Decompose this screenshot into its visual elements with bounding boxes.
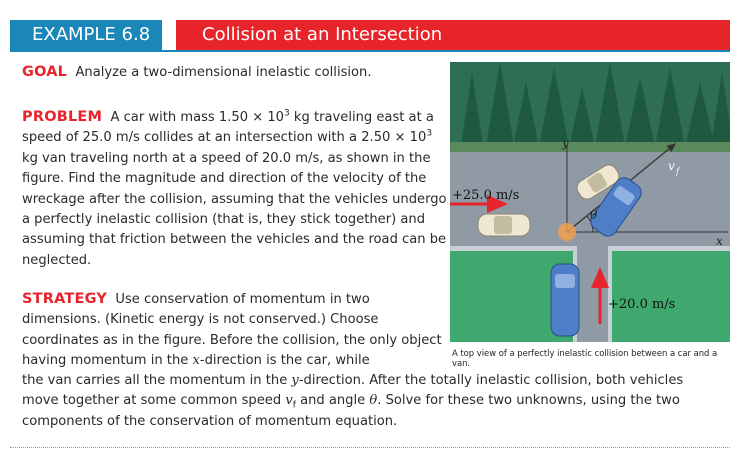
- collision-figure: [450, 62, 730, 342]
- strategy-section: [22, 289, 447, 372]
- strategy-text-5: and angle: [295, 393, 370, 409]
- strategy-continued: [22, 371, 722, 432]
- vf-label: v: [668, 159, 675, 173]
- goal-text: Analyze a two-dimensional inelastic collision.: [75, 65, 372, 80]
- strategy-vf-subscript: f: [292, 401, 296, 412]
- dotted-divider: [10, 447, 730, 448]
- example-label: EXAMPLE 6.8: [10, 20, 162, 50]
- van-speed-label: +20.0 m/s: [608, 297, 676, 312]
- vf-subscript-label: f: [676, 167, 679, 176]
- strategy-text-6: . Solve for these two unknowns, using the two components of the conservation of momentum equation.: [22, 393, 680, 429]
- car-icon: [478, 214, 530, 236]
- grass-right: [612, 250, 730, 342]
- strategy-text-3: the van carries all the momentum in the: [22, 373, 292, 388]
- strategy-theta-symbol: θ: [369, 393, 378, 409]
- strategy-text-1: Use conservation of momentum in two dimensions. (Kinetic energy is not conserved.) Choose coordinates as in the figure. Before the collision, the only object having momentum in the: [22, 292, 442, 369]
- curb-left: [450, 246, 577, 251]
- banner-rule: [10, 50, 730, 52]
- example-title: Collision at an Intersection: [176, 20, 730, 50]
- problem-section: [22, 107, 447, 271]
- curb-right: [608, 246, 730, 251]
- figure-caption: A top view of a perfectly inelastic collision between a car and a van.: [452, 348, 718, 368]
- van-icon: [551, 264, 579, 336]
- strategy-text-4: -direction. After the totally inelastic collision, both vehicles move together at some common speed: [22, 373, 684, 409]
- strategy-vf-symbol: v: [285, 393, 293, 409]
- x-axis-label: x: [716, 234, 723, 248]
- goal-section: [22, 62, 442, 83]
- y-axis-label: y: [562, 136, 569, 150]
- problem-exponent-2: 3: [426, 129, 433, 140]
- goal-label: GOAL: [22, 64, 68, 80]
- problem-text-1: A car with mass 1.50 × 10: [110, 110, 285, 125]
- strategy-y-symbol: y: [291, 373, 299, 388]
- problem-text-3: kg van traveling north at a speed of 20.0 m/s, as shown in the figure. Find the magnitude and direction of the velocity of the wreckage after the collision, assuming that the vehicles undergo a perfectly inelastic collision (that is, they stick together) and assuming that friction between the vehicles and the road can be neglected.: [22, 150, 447, 268]
- impact-flash: [558, 223, 576, 241]
- example-banner: [10, 20, 730, 50]
- strategy-x-symbol: x: [192, 353, 200, 369]
- problem-exponent-1: 3: [284, 108, 290, 119]
- curb-right-vertical: [608, 246, 612, 342]
- car-speed-label: +25.0 m/s: [452, 188, 520, 203]
- angle-label: θ: [590, 208, 598, 222]
- strategy-label: STRATEGY: [22, 291, 108, 307]
- curb-top: [450, 142, 730, 152]
- problem-text-2: kg traveling east at a speed of 25.0 m/s collides at an intersection with a 2.50 × 10: [22, 110, 434, 146]
- problem-label: PROBLEM: [22, 109, 103, 125]
- strategy-text-2: -direction is the car, while: [199, 353, 370, 369]
